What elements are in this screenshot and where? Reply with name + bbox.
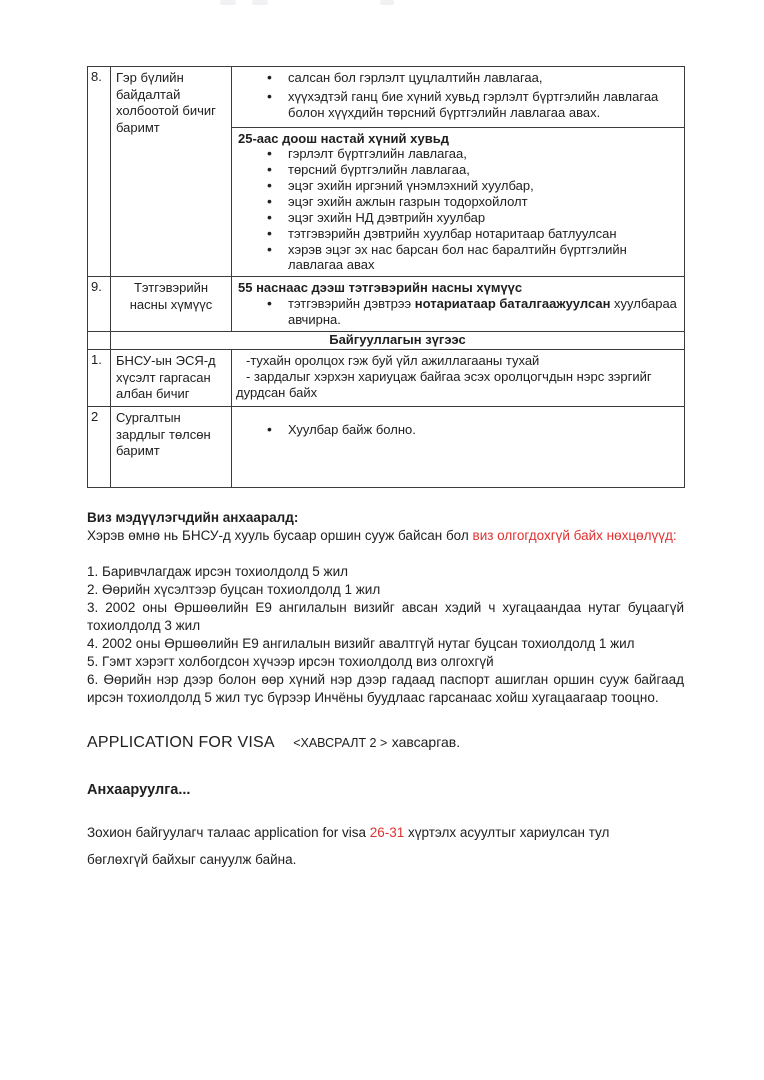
- bullet-list: [236, 296, 680, 328]
- visa-requirements-table: [87, 66, 685, 488]
- bullet-item: • Хуулбар байж болно.: [236, 422, 680, 438]
- table-section-header-row: [88, 331, 685, 349]
- application-for-visa-line: [87, 734, 684, 752]
- row-number: 9.: [88, 277, 111, 332]
- row-8-under-25-cell: [232, 127, 685, 277]
- applicant-notice-section: [87, 509, 684, 707]
- letter-requirement-line: - зардалыг хэрхэн хариуцаж байгаа эсэх оролцогчдын нэрс зэргийг дурдсан байх: [236, 369, 652, 400]
- attachment-reference: <ХАВСРАЛТ 2 >: [293, 735, 388, 750]
- warning-text: Зохион байгуулагч талаас application for visa: [87, 824, 370, 840]
- row-label-family-documents: Гэр бүлийн байдалтай холбоотой бичиг баримт: [111, 67, 232, 277]
- row-label-tuition-receipt: Сургалтын зардлыг төлсөн баримт: [111, 407, 232, 488]
- bullet-item: • салсан бол гэрлэлт цуцлалтийн лавлагаа,: [236, 70, 680, 86]
- letter-requirement-line: -тухайн оролцох гэж буй үйл ажиллагааны тухай: [246, 353, 540, 369]
- table-row-org-1: [88, 350, 685, 407]
- table-row-9: [88, 277, 685, 332]
- warning-body: [87, 819, 667, 874]
- notice-item: 6. Өөрийн нэр дээр болон өөр хүний нэр дээр гадаад паспорт ашиглан оршин сууж байгаад ирсэн тохиолдолд 5 жил тус бүрээр Инчёны буудлаас гарсанаас хойш хугацаагаар тооцно.: [87, 671, 684, 705]
- bullet-item: • эцэг эхийн НД дэвтрийн хуулбар: [236, 210, 680, 226]
- page-content: [87, 66, 684, 874]
- warning-title: Анхааруулга...: [87, 781, 191, 798]
- bullet-item: [236, 296, 680, 328]
- row-label-official-letter: БНСУ-ын ЭСЯ-д хүсэлт гаргасан албан бичиг: [111, 350, 232, 407]
- bullet-text-plain: тэтгэвэрийн дэвтрээ: [288, 296, 415, 312]
- bullet-item: • хэрэв эцэг эх нас барсан бол нас баралтийн бүртгэлийн лавлагаа авах: [236, 242, 680, 274]
- scan-edge-artifact: [380, 0, 394, 5]
- row-9-cell: [232, 277, 685, 332]
- bullet-list: [236, 70, 680, 121]
- notice-title: Виз мэдүүлэгчдийн анхааралд:: [87, 510, 299, 526]
- notice-items: [87, 563, 684, 707]
- attachment-suffix: хавсаргав.: [391, 733, 461, 750]
- bullet-item: • хүүхэдтэй ганц бие хүний хувьд гэрлэлт бүртгэлийн лавлагаа болон хүүхдийн төрсний бүртгэлийн лавлагаа авах.: [236, 89, 680, 121]
- bullet-item: • төрсний бүртгэлийн лавлагаа,: [236, 162, 680, 178]
- notice-intro-red-text: виз олгогдохгүй байх нөхцөлүүд:: [472, 527, 677, 543]
- section-header-organization: Байгууллагын зүгээс: [111, 331, 685, 349]
- notice-intro-text: Хэрэв өмнө нь БНСУ-д хууль бусаар оршин сууж байсан бол: [87, 527, 473, 543]
- bullet-list: [236, 422, 680, 438]
- row-number: 2: [88, 407, 111, 488]
- notice-item: 5. Гэмт хэрэгт холбогдсон хүчээр ирсэн тохиолдолд виз олгохгүй: [87, 653, 494, 669]
- table-row-8: [88, 67, 685, 128]
- notice-item: 1. Баривчлагдаж ирсэн тохиолдолд 5 жил: [87, 563, 349, 579]
- row-label-pension-age: Тэтгэвэрийн насны хүмүүс: [111, 277, 232, 332]
- row-number: 8.: [88, 67, 111, 277]
- org-row-2-cell: [232, 407, 685, 488]
- bullet-list: [236, 146, 680, 273]
- bullet-item: • тэтгэвэрийн дэвтрийн хуулбар нотаритаар батлуулсан: [236, 226, 680, 242]
- sub-section-title: 25-аас доош настай хүний хувьд: [238, 130, 449, 146]
- row-number: 1.: [88, 350, 111, 407]
- sub-section-title: 55 наснаас дээш тэтгэвэрийн насны хүмүүс: [238, 280, 523, 296]
- bullet-item: • эцэг эхийн иргэний үнэмлэхний хуулбар,: [236, 178, 680, 194]
- notice-item: 2. Өөрийн хүсэлтээр буцсан тохиолдолд 1 жил: [87, 581, 381, 597]
- scan-edge-artifact: [252, 0, 268, 5]
- bullet-text-plain: хуулбараа авчирна.: [288, 296, 677, 328]
- scan-edge-artifact: [220, 0, 236, 5]
- org-row-1-cell: [232, 350, 685, 407]
- warning-question-range: 26-31: [369, 824, 405, 840]
- bullet-text-bold: нотариатаар баталгаажуулсан: [414, 296, 611, 312]
- notice-item: 3. 2002 оны Өршөөлийн Е9 ангилалын визийг авсан хэдий ч хугацаандаа нутаг буцаагүй тохиолдолд 3 жил: [87, 599, 684, 633]
- row-8-general-cell: [232, 67, 685, 128]
- application-title: APPLICATION FOR VISA: [87, 733, 275, 751]
- bullet-item: • эцэг эхийн ажлын газрын тодорхойлолт: [236, 194, 680, 210]
- table-row-org-2: [88, 407, 685, 488]
- notice-item: 4. 2002 оны Өршөөлийн Е9 ангилалын визийг авалтгүй нутаг буцсан тохиолдолд 1 жил: [87, 635, 635, 651]
- warning-text: хүртэлх асуултыг хариулсан тул бөглөхгүй байхыг сануулж байна.: [87, 824, 610, 868]
- empty-number-cell: [88, 331, 111, 349]
- notice-intro: [87, 527, 684, 545]
- bullet-item: • гэрлэлт бүртгэлийн лавлагаа,: [236, 146, 680, 162]
